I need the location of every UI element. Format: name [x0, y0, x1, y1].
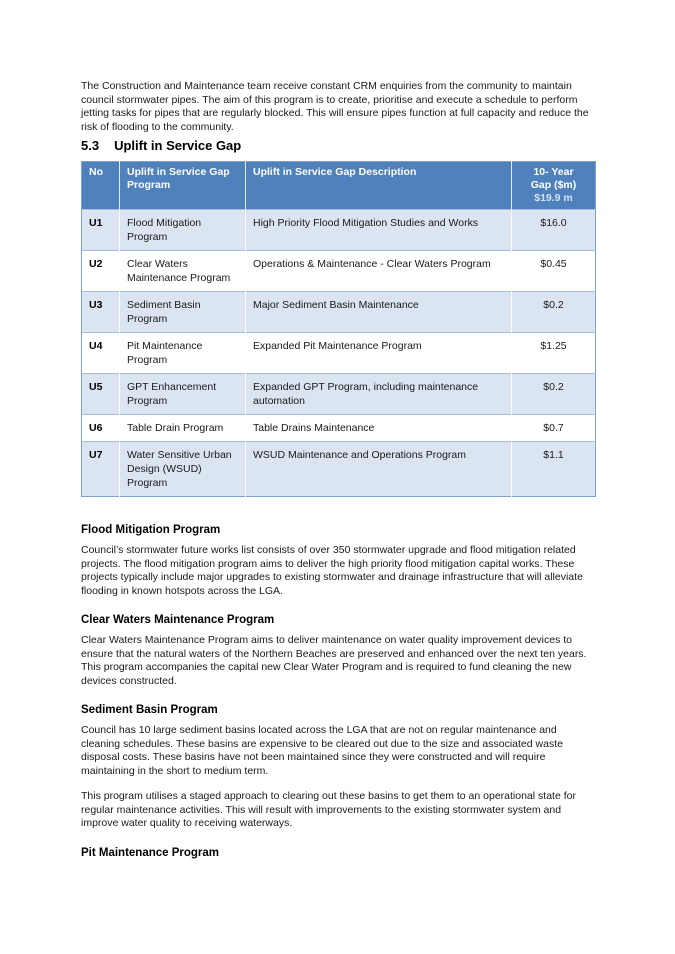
row-no: U6: [82, 415, 120, 442]
gap-total: $19.9 m: [534, 192, 573, 204]
section-number: 5.3: [81, 138, 100, 153]
service-gap-table: [81, 161, 596, 497]
row-program: Water Sensitive Urban Design (WSUD) Program: [120, 442, 246, 497]
row-program: Flood Mitigation Program: [120, 210, 246, 251]
heading-flood-mitigation-program: Flood Mitigation Program: [81, 524, 221, 536]
row-no: U7: [82, 442, 120, 497]
table-header-row: [82, 162, 596, 210]
heading-sediment-basin-program: Sediment Basin Program: [81, 704, 218, 716]
row-description: Major Sediment Basin Maintenance: [246, 292, 512, 333]
heading-pit-maintenance-program: Pit Maintenance Program: [81, 846, 220, 859]
row-description: High Priority Flood Mitigation Studies and Works: [246, 210, 512, 251]
row-description: Operations & Maintenance - Clear Waters Program: [246, 251, 512, 292]
gap-header-line1: 10- Year: [533, 166, 574, 178]
row-program: Table Drain Program: [120, 415, 246, 442]
paragraph-flood-mitigation: Council’s stormwater future works list consists of over 350 stormwater upgrade and flood mitigation related projects. The flood mitigation program aims to deliver the high priority flood mitigation capital works. These projects typically include major upgrades to existing stormwater and drainage infrastructure that will alleviate flooding in known hotspots across the LGA.: [81, 544, 583, 597]
table-row: [82, 292, 596, 333]
paragraph-sediment-basin-1: Council has 10 large sediment basins located across the LGA that are not on regular maintenance and cleaning schedules. These basins are expensive to be cleared out due to the size and associated waste disposal costs. These basins have not been maintained since they were constructed and will require maintaining in the short to medium term.: [81, 724, 563, 777]
row-description: Expanded GPT Program, including maintenance automation: [246, 374, 512, 415]
row-gap: $0.2: [512, 292, 596, 333]
page-content: [81, 80, 595, 867]
row-program: Clear Waters Maintenance Program: [120, 251, 246, 292]
col-header-gap: [512, 162, 596, 210]
paragraph-sediment-basin-2: This program utilises a staged approach to clearing out these basins to get them to an operational state for regular maintenance activities. This will result with improvements to the existing stormwater system and improve water quality to receiving waterways.: [81, 790, 576, 829]
row-no: U2: [82, 251, 120, 292]
row-gap: $1.25: [512, 333, 596, 374]
row-description: WSUD Maintenance and Operations Program: [246, 442, 512, 497]
heading-clear-waters-maintenance-program: Clear Waters Maintenance Program: [81, 614, 275, 626]
row-gap: $0.2: [512, 374, 596, 415]
paragraph-clear-waters: Clear Waters Maintenance Program aims to deliver maintenance on water quality improvement devices to ensure that the natural waters of the Northern Beaches are preserved and enhanced over the next ten years. This program accompanies the capital new Clear Water Program and is required to fund cleaning the new devices constructed.: [81, 634, 587, 687]
row-gap: $0.7: [512, 415, 596, 442]
table-header: [82, 162, 596, 210]
row-program: Sediment Basin Program: [120, 292, 246, 333]
table-row: [82, 374, 596, 415]
table-row: [82, 210, 596, 251]
row-description: Expanded Pit Maintenance Program: [246, 333, 512, 374]
row-program: GPT Enhancement Program: [120, 374, 246, 415]
col-header-no: No: [82, 162, 120, 210]
row-no: U1: [82, 210, 120, 251]
row-program: Pit Maintenance Program: [120, 333, 246, 374]
table-row: [82, 251, 596, 292]
row-no: U3: [82, 292, 120, 333]
row-gap: $0.45: [512, 251, 596, 292]
table-row: [82, 442, 596, 497]
col-header-description: Uplift in Service Gap Description: [246, 162, 512, 210]
gap-header-line2: Gap ($m): [530, 179, 577, 191]
table-body: [82, 210, 596, 497]
table-row: [82, 415, 596, 442]
intro-paragraph: The Construction and Maintenance team receive constant CRM enquiries from the community to maintain council stormwater pipes. The aim of this program is to create, prioritise and execute a schedule to perform jetting tasks for pipes that are regularly blocked. This will ensure pipes function at full capacity and reduce the risk of flooding to the community.: [81, 80, 589, 133]
col-header-program: Uplift in Service Gap Program: [120, 162, 246, 210]
table-row: [82, 333, 596, 374]
section-title: Uplift in Service Gap: [114, 138, 242, 153]
row-gap: $1.1: [512, 442, 596, 497]
row-no: U5: [82, 374, 120, 415]
row-no: U4: [82, 333, 120, 374]
section-heading: [81, 138, 595, 154]
row-gap: $16.0: [512, 210, 596, 251]
row-description: Table Drains Maintenance: [246, 415, 512, 442]
